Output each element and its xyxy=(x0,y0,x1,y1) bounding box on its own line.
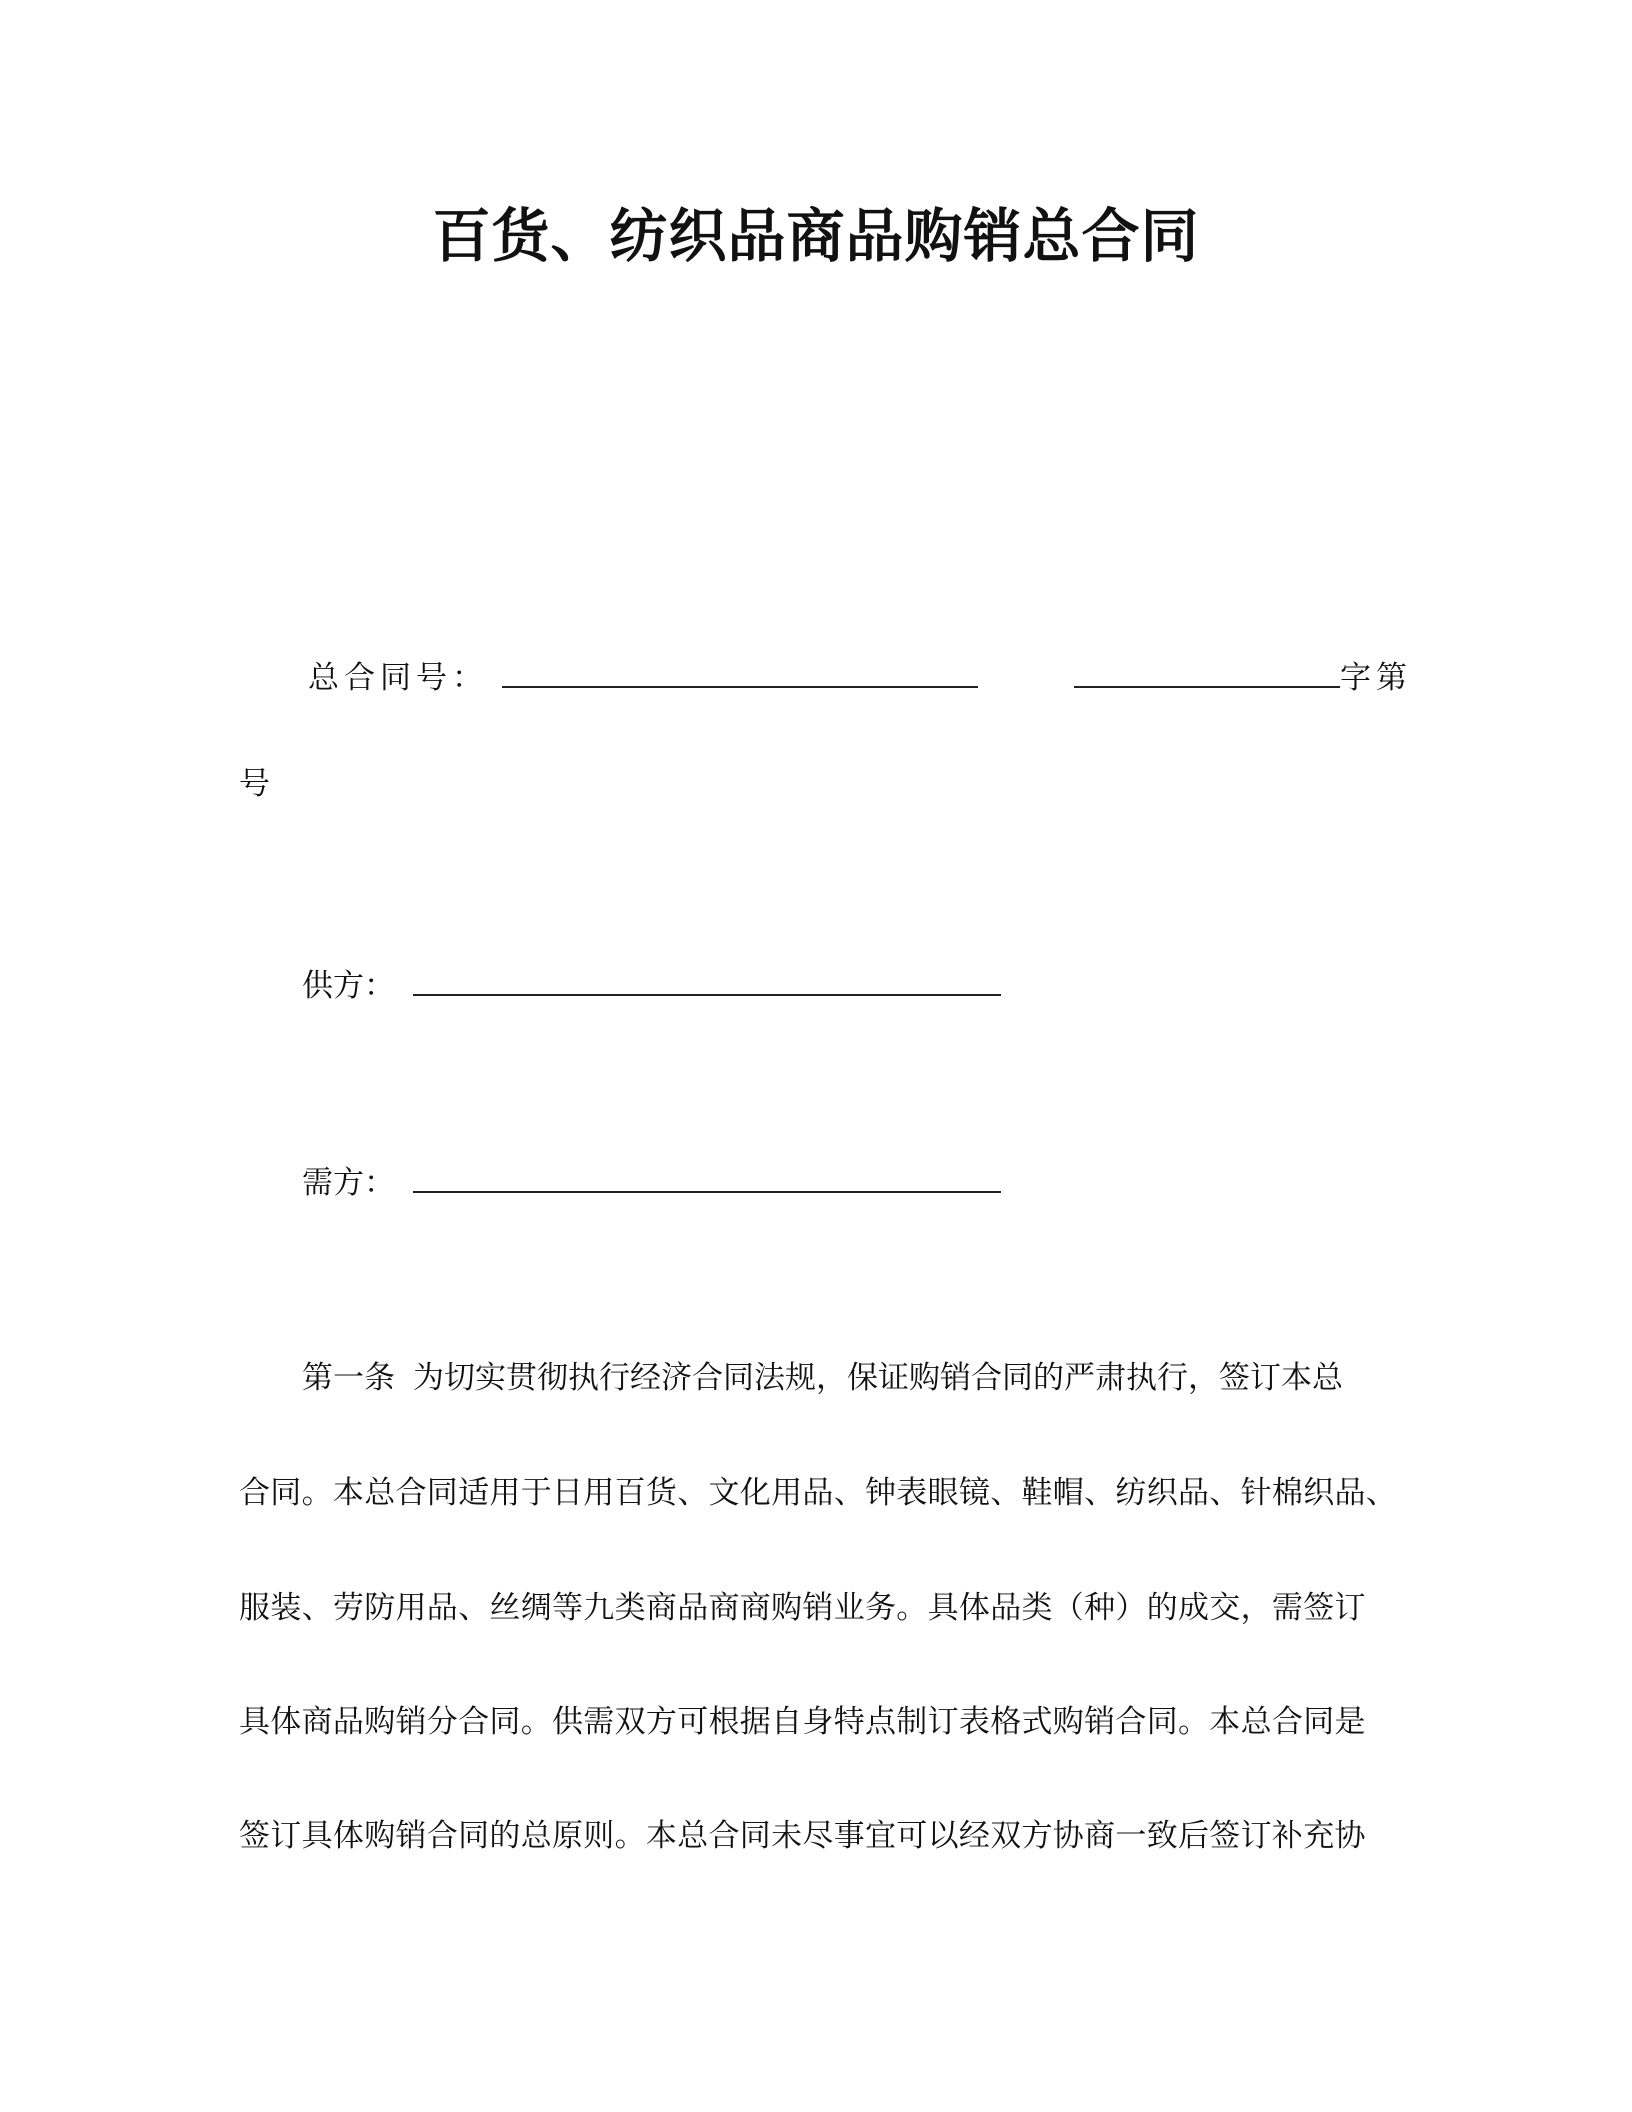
contract-number-suffix: 字第 xyxy=(1340,660,1412,696)
buyer-blank[interactable] xyxy=(413,1157,1001,1193)
contract-number-second-blank[interactable] xyxy=(1074,652,1340,688)
supplier-label: 供方： xyxy=(302,968,395,1004)
document-title: 百货、纺织品商品购销总合同 xyxy=(432,202,1200,270)
contract-number-wrap-suffix: 号 xyxy=(239,766,270,802)
contract-number-row xyxy=(308,652,1412,700)
supplier-blank[interactable] xyxy=(413,960,1001,996)
article-1-line-2: 合同。本总合同适用于日用百货、文化用品、钟表眼镜、鞋帽、纺织品、针棉织品、 xyxy=(239,1475,1398,1511)
supplier-row xyxy=(302,960,1001,1008)
article-1-line-5: 签订具体购销合同的总原则。本总合同未尽事宜可以经双方协商一致后签订补充协 xyxy=(239,1818,1366,1854)
contract-number-wrap xyxy=(239,762,270,806)
article-1-line-1 xyxy=(302,1356,1385,1400)
contract-number-label: 总合同号： xyxy=(308,660,488,696)
article-1-number: 第一条 xyxy=(302,1360,395,1396)
article-1-line-4: 具体商品购销分合同。供需双方可根据自身特点制订表格式购销合同。本总合同是 xyxy=(239,1704,1366,1740)
contract-number-blank[interactable] xyxy=(502,652,978,688)
article-1-line-3: 服装、劳防用品、丝绸等九类商品商商购销业务。具体品类（种）的成交，需签订 xyxy=(239,1590,1366,1626)
buyer-row xyxy=(302,1157,1001,1205)
article-1-text-line-1: 为切实贯彻执行经济合同法规，保证购销合同的严肃执行，签订本总 xyxy=(413,1360,1343,1396)
buyer-label: 需方： xyxy=(302,1165,395,1201)
